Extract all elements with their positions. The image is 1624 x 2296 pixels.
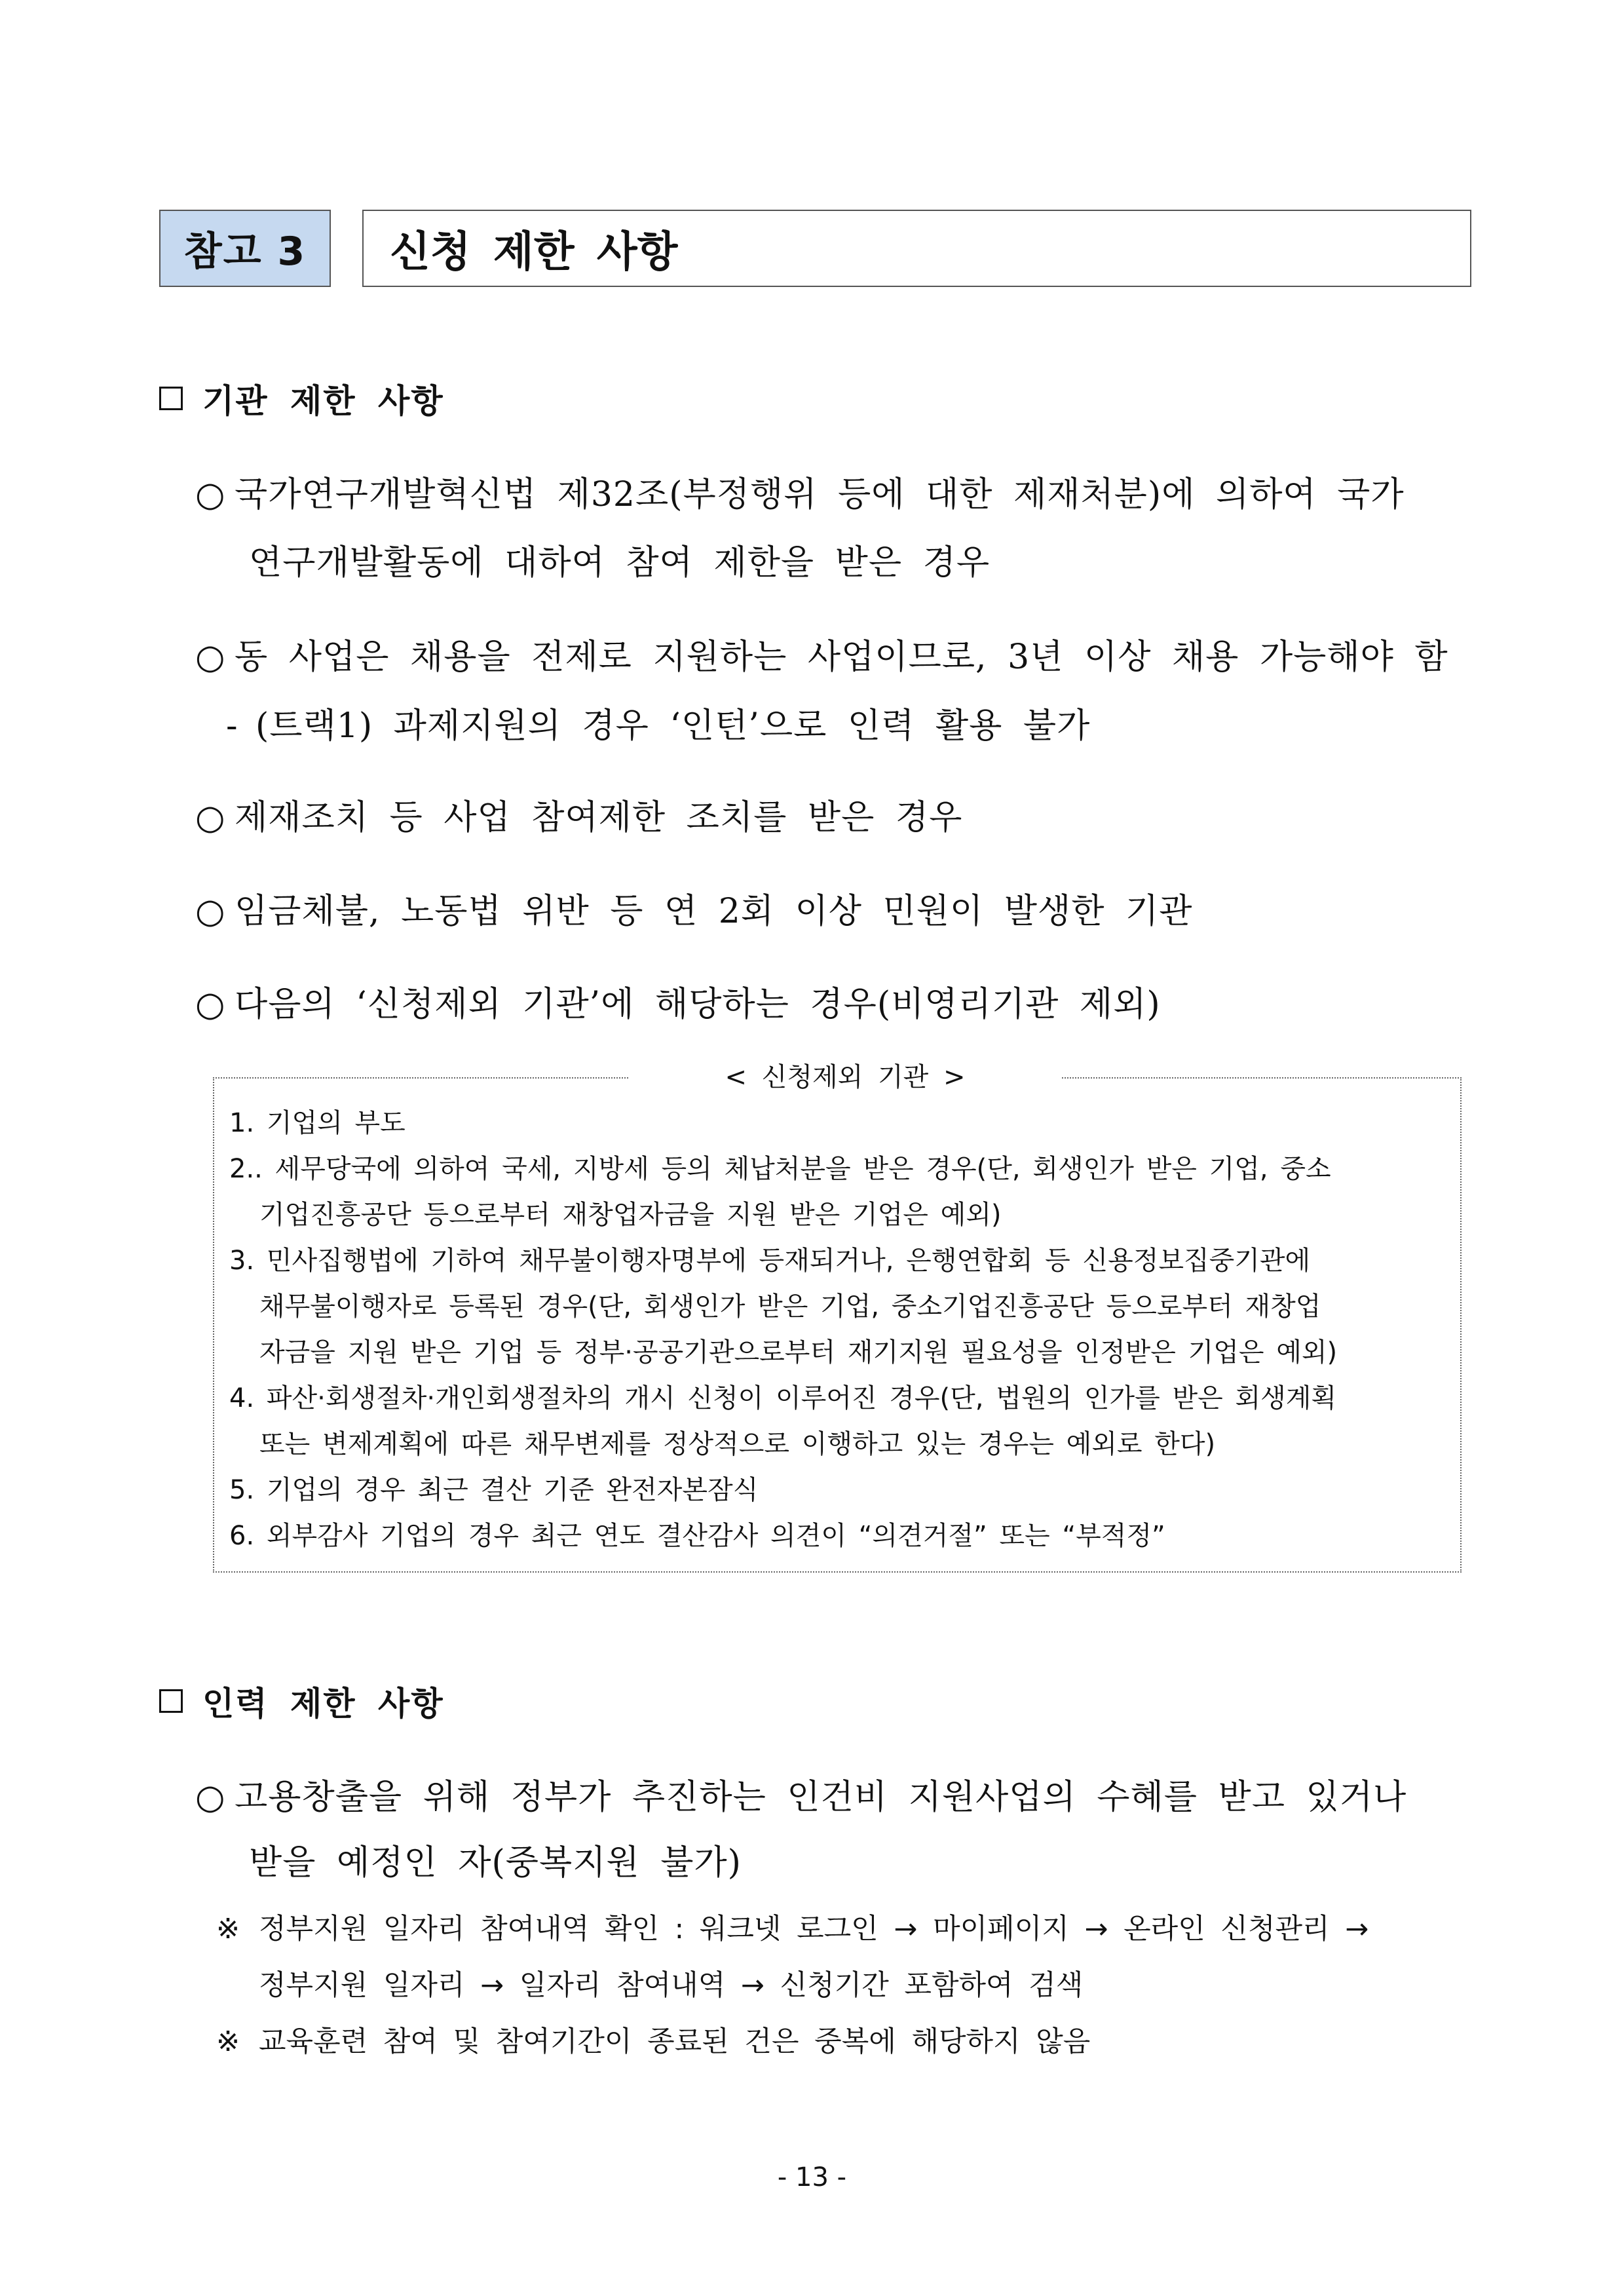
list-item-continuation: 연구개발활동에 대하여 참여 제한을 받은 경우 [249,543,991,583]
page-title: 신청 제한 사항 [362,210,1471,287]
list-item: ○ 국가연구개발혁신법 제32조(부정행위 등에 대한 제재처분)에 의하여 국가 [195,475,1405,514]
section-heading-institution [159,375,444,422]
note-item: ※ 정부지원 일자리 참여내역 확인 : 워크넷 로그인 → 마이페이지 → 온라인 신청관리 → [216,1913,1369,1945]
section-title: 인력 제한 사항 [202,1684,444,1723]
reference-tag: 참고 3 [159,210,331,287]
checkbox-square-icon [159,1689,183,1713]
reference-mark-icon: ※ [216,1913,240,1945]
note-item: ※ 교육훈련 참여 및 참여기간이 종료된 건은 중복에 해당하지 않음 [216,2025,1091,2058]
list-item: ○ 제재조치 등 사업 참여제한 조치를 받은 경우 [195,798,963,837]
box-line: 채무불이행자로 등록된 경우(단, 회생인가 받은 기업, 중소기업진흥공단 등으로부터 재창업 [259,1292,1321,1322]
page-number: - 13 - [777,2162,847,2192]
exclusion-box-title: < 신청제외 기관 > [629,1056,1061,1093]
section-title: 기관 제한 사항 [202,381,444,420]
reference-mark-icon: ※ [216,2025,240,2058]
list-subitem: - (트랙1) 과제지원의 경우 ‘인턴’으로 인력 활용 불가 [226,706,1091,746]
box-line: 2.. 세무당국에 의하여 국세, 지방세 등의 체납처분을 받은 경우(단, 회생인가 받은 기업, 중소 [229,1154,1331,1184]
circle-bullet-icon: ○ [195,798,226,837]
note-continuation: 정부지원 일자리 → 일자리 참여내역 → 신청기간 포함하여 검색 [259,1969,1084,2002]
circle-bullet-icon: ○ [195,475,226,514]
section-heading-personnel [159,1677,444,1725]
box-line: 3. 민사집행법에 기하여 채무불이행자명부에 등재되거나, 은행연합회 등 신용정보집중기관에 [229,1246,1311,1276]
circle-bullet-icon: ○ [195,892,226,931]
checkbox-square-icon [159,387,183,410]
circle-bullet-icon: ○ [195,638,226,677]
box-line: 1. 기업의 부도 [229,1108,406,1138]
list-item-continuation: 받을 예정인 자(중복지원 불가) [249,1843,742,1883]
box-line: 6. 외부감사 기업의 경우 최근 연도 결산감사 의견이 “의견거절” 또는 “부적정” [229,1521,1165,1551]
list-item: ○ 임금체불, 노동법 위반 등 연 2회 이상 민원이 발생한 기관 [195,892,1193,931]
circle-bullet-icon: ○ [195,1778,226,1817]
dash-bullet: - [226,706,238,746]
box-line: 5. 기업의 경우 최근 결산 기준 완전자본잠식 [229,1475,759,1505]
list-item: ○ 고용창출을 위해 정부가 추진하는 인건비 지원사업의 수혜를 받고 있거나 [195,1778,1407,1817]
circle-bullet-icon: ○ [195,985,226,1024]
box-line: 또는 변제계획에 따른 채무변제를 정상적으로 이행하고 있는 경우는 예외로 한다) [259,1429,1216,1459]
box-line: 자금을 지원 받은 기업 등 정부·공공기관으로부터 재기지원 필요성을 인정받은 기업은 예외) [259,1337,1338,1368]
box-line: 4. 파산·회생절차·개인회생절차의 개시 신청이 이루어진 경우(단, 법원의 인가를 받은 회생계획 [229,1383,1337,1413]
box-line: 기업진흥공단 등으로부터 재창업자금을 지원 받은 기업은 예외) [259,1200,1002,1230]
list-item: ○ 동 사업은 채용을 전제로 지원하는 사업이므로, 3년 이상 채용 가능해야 함 [195,638,1448,677]
list-item: ○ 다음의 ‘신청제외 기관’에 해당하는 경우(비영리기관 제외) [195,985,1161,1024]
